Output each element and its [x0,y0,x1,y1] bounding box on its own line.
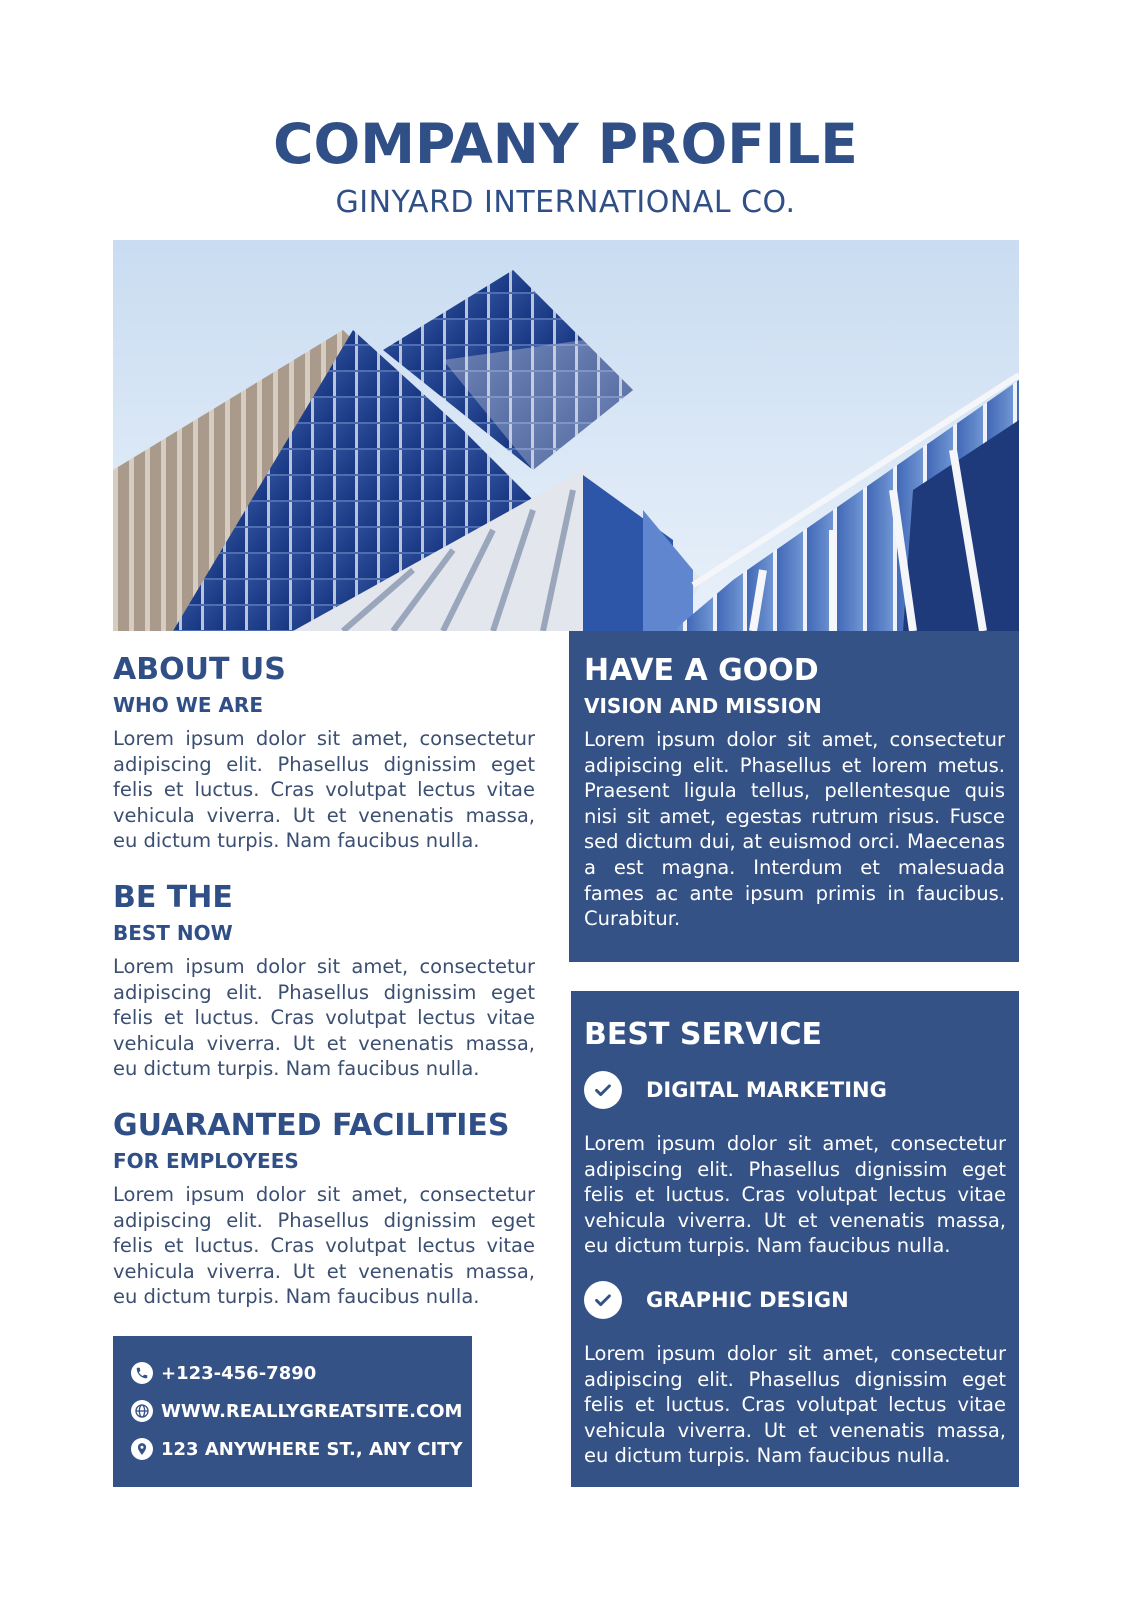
contact-website [131,1392,472,1430]
services-box [571,991,1019,1487]
hero-building-image [113,240,1019,631]
globe-icon [131,1400,153,1422]
service-body: Lorem ipsum dolor sit amet, consectetur adipiscing elit. Phasellus dignissim eget felis et luctus. Cras volutpat lectus vitae vehicula viverra. Ut et venenatis massa, eu dictum turpis. Nam faucibus nulla. [584,1341,1006,1468]
service-item-digital-marketing [584,1071,1006,1109]
best-section [113,880,535,1082]
check-circle-icon [584,1281,622,1319]
service-body: Lorem ipsum dolor sit amet, consectetur adipiscing elit. Phasellus dignissim eget felis et luctus. Cras volutpat lectus vitae vehicula viverra. Ut et venenatis massa, eu dictum turpis. Nam faucibus nulla. [584,1132,1006,1258]
best-title: BE THE [113,880,233,915]
contact-box [113,1336,472,1487]
address-text: 123 ANYWHERE ST., ANY CITY [161,1438,463,1460]
phone-icon [131,1362,153,1384]
best-subtitle: BEST NOW [113,921,233,945]
service-label: GRAPHIC DESIGN [646,1287,849,1312]
page-title: COMPANY PROFILE [273,112,858,176]
service-item-graphic-design [584,1281,1006,1319]
vision-body: Lorem ipsum dolor sit amet, consectetur adipiscing elit. Phasellus et lorem metus. Praesent ligula tellus, pellentesque quis nisi sit amet, egestas rutrum risus. Fusce sed dictum dui, at euismod orci. Maecenas a est magna. Interdum et malesuada fames ac ante ipsum primis in faucibus. Curabitur. [584,728,1005,931]
vision-box [569,631,1019,962]
phone-text[interactable]: +123-456-7890 [161,1362,317,1384]
about-subtitle: WHO WE ARE [113,693,263,717]
location-pin-icon [131,1438,153,1460]
facilities-title: GUARANTED FACILITIES [113,1108,510,1143]
website-text[interactable]: WWW.REALLYGREATSITE.COM [161,1400,463,1422]
facilities-subtitle: FOR EMPLOYEES [113,1149,299,1173]
about-section [113,652,535,854]
contact-address [131,1430,472,1468]
services-title: BEST SERVICE [584,1017,822,1052]
check-circle-icon [584,1071,622,1109]
vision-title: HAVE A GOOD [584,653,819,688]
facilities-section [113,1108,535,1310]
facilities-body: Lorem ipsum dolor sit amet, consectetur adipiscing elit. Phasellus dignissim eget felis et luctus. Cras volutpat lectus vitae vehicula viverra. Ut et venenatis massa, eu dictum turpis. Nam faucibus nulla. [113,1183,535,1309]
company-name: GINYARD INTERNATIONAL CO. [335,185,796,220]
about-body: Lorem ipsum dolor sit amet, consectetur adipiscing elit. Phasellus dignissim eget felis et luctus. Cras volutpat lectus vitae vehicula viverra. Ut et venenatis massa, eu dictum turpis. Nam faucibus nulla. [113,727,535,853]
best-body: Lorem ipsum dolor sit amet, consectetur adipiscing elit. Phasellus dignissim eget felis et luctus. Cras volutpat lectus vitae vehicula viverra. Ut et venenatis massa, eu dictum turpis. Nam faucibus nulla. [113,955,535,1081]
service-label: DIGITAL MARKETING [646,1078,887,1102]
vision-subtitle: VISION AND MISSION [584,694,822,718]
about-title: ABOUT US [113,652,286,687]
contact-phone [131,1354,472,1392]
